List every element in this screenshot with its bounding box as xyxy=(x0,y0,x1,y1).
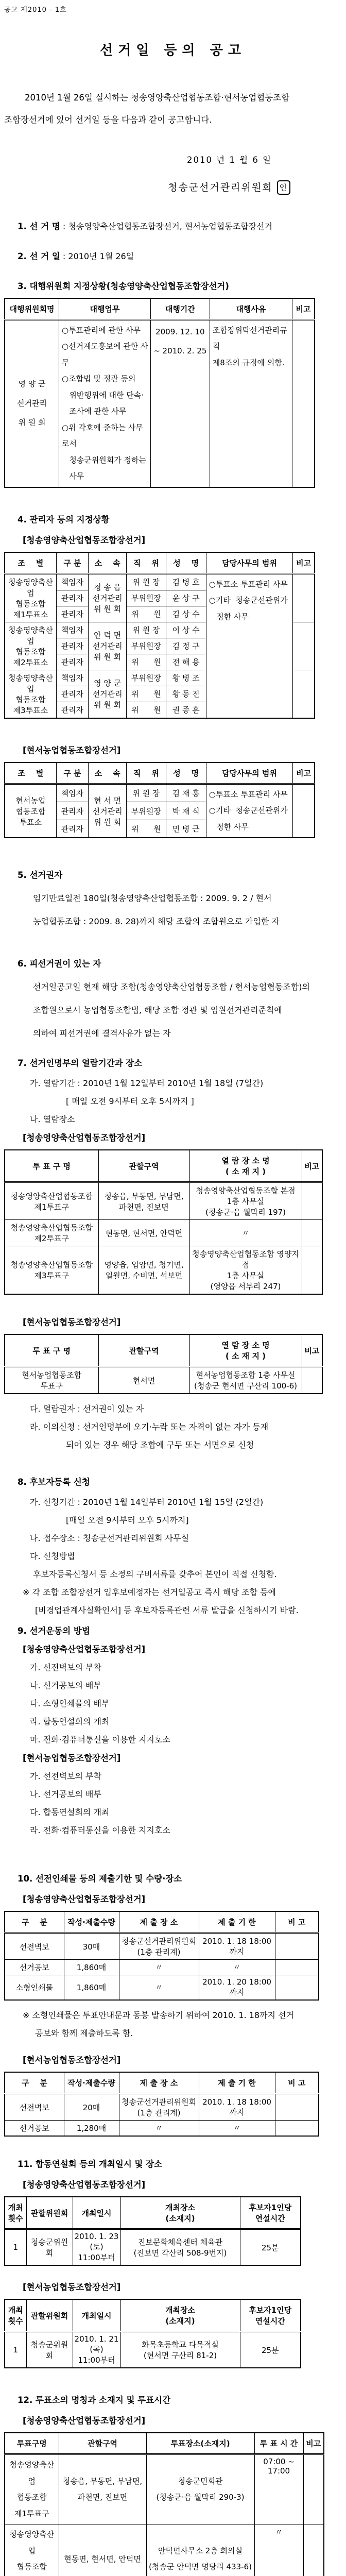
section-2-value: : 2010년 1월 26일 xyxy=(62,251,134,261)
table-header-row xyxy=(5,2197,301,2229)
position-cell: 위 원 xyxy=(127,654,166,670)
section-6-line-2: 조합원으로서 농업협동조합법, 해당 조합 정관 및 임원선거관리준칙에 xyxy=(33,1005,282,1015)
datetime-cell: 2010. 1. 21 (목) 11:00부터 xyxy=(73,2332,120,2368)
column-header: 조 별 xyxy=(5,762,56,784)
column-header: 투 표 구 명 xyxy=(5,1150,98,1182)
table-row xyxy=(5,573,315,590)
material-type-cell: 선거공보 xyxy=(5,1960,64,1975)
deadline-cell: 2010. 1. 18 18:00까지 xyxy=(199,1933,275,1960)
campaign-method-item: 다. 소형인쇄물의 배부 xyxy=(30,1699,110,1709)
section-8-item-ga: 가. 신청기간 : 2010년 1월 14일부터 2010년 1월 15일 (2일간) xyxy=(30,1497,264,1507)
section-9-sublabel-a: [청송영양축산업협동조합장선거] xyxy=(23,1645,146,1655)
jurisdiction-cell: 현서면 xyxy=(98,1367,189,1394)
duty-scope-cell: ○투표소 투표관리 사무 ○기타 청송군선관위가 정한 사무 xyxy=(206,573,293,718)
column-header: 개최 횟수 xyxy=(5,2299,26,2332)
table-row xyxy=(5,784,315,802)
column-header: 성 명 xyxy=(166,762,206,784)
duty-scope-cell: ○투표소 투표관리 사무 ○기타 청송군선관위가 정한 사무 xyxy=(206,784,293,838)
table-row xyxy=(5,1220,322,1246)
table-header-row xyxy=(5,2433,324,2454)
intro-line-2: 조합장선거에 있어 선거일 등을 다음과 같이 공고합니다. xyxy=(4,114,212,125)
column-header: 작성·제출수량 xyxy=(64,1911,119,1933)
column-header: 투 표 구 명 xyxy=(5,1334,98,1367)
column-header: 비고 xyxy=(302,1150,322,1182)
role-cell: 관리자 xyxy=(56,590,88,606)
quantity-cell: 20매 xyxy=(64,2094,119,2121)
position-cell: 위 원 xyxy=(127,702,166,718)
column-header: 비 고 xyxy=(275,2072,319,2094)
role-cell: 관리자 xyxy=(56,702,88,718)
column-header: 투표구명 xyxy=(5,2433,59,2454)
section-11-heading: 11. 합동연설회 등의 개최일시 및 장소 xyxy=(18,2159,163,2170)
name-cell: 김 정 구 xyxy=(166,638,206,654)
position-cell: 부위원장 xyxy=(127,670,166,686)
section-12-sublabel-a: [청송영양축산업협동조합장선거] xyxy=(23,2416,146,2426)
position-cell: 부위원장 xyxy=(127,590,166,606)
section-4-heading: 4. 관리자 등의 지정상황 xyxy=(18,514,110,524)
campaign-method-item: 마. 전화·컴퓨터통신을 이용한 지지호소 xyxy=(30,1735,170,1745)
column-header: 제 출 기 한 xyxy=(199,1911,275,1933)
section-5-heading: 5. 선거권자 xyxy=(18,870,63,880)
polling-unit-cell: 청송영양축산업 협동조합 제1투표소 xyxy=(5,573,56,622)
table-row xyxy=(5,2121,319,2137)
section-10-sublabel-a: [청송영양축산업협동조합장선거] xyxy=(23,1894,146,1905)
role-cell: 관리자 xyxy=(56,686,88,702)
column-header: 대행업무 xyxy=(59,298,151,320)
section-10-sublabel-b: [현서농업협동조합장선거] xyxy=(23,2055,121,2065)
column-header: 소 속 xyxy=(89,762,127,784)
role-cell: 책임자 xyxy=(56,670,88,686)
column-header: 투표장소(소재지) xyxy=(146,2433,254,2454)
section-10-note-2: 공보와 함께 제출하도록 함. xyxy=(35,2028,133,2039)
issuer-line xyxy=(168,180,290,195)
section-5-line-1: 임기만료일전 180일(청송영양축산업협동조합 : 2009. 9. 2 / 현서 xyxy=(33,893,272,904)
speech-time-cell: 25분 xyxy=(240,2229,301,2266)
roll-inspection-table-hyeonseo xyxy=(4,1334,323,1394)
section-7-item-ga2: [ 매일 오전 9시부터 오후 5시까지 ] xyxy=(66,1096,194,1107)
managers-table-chungsong xyxy=(4,552,315,719)
section-2-election-day xyxy=(4,249,342,262)
column-header: 직 위 xyxy=(127,762,166,784)
reason-cell: 조합장위탁선거관리규칙 제8조의 규정에 의함. xyxy=(210,319,292,487)
position-cell: 위 원 xyxy=(127,606,166,622)
remark-cell xyxy=(302,1246,322,1295)
polling-district-cell: 청송영양축산업 협동조합 xyxy=(5,2524,59,2576)
remark-cell xyxy=(303,2454,324,2524)
submission-place-cell: 〃 xyxy=(119,1975,199,2001)
remark-cell xyxy=(292,319,315,487)
section-8-item-da-body: 후보자등록신청서 등 소정의 구비서류를 갖추어 본인이 직접 신청함. xyxy=(33,1569,277,1580)
section-6-line-3: 의하여 피선거권에 결격사유가 없는 자 xyxy=(33,1028,171,1039)
polling-place-cell: 안덕면사무소 2층 회의실 (청송군 안덕면 명당리 433-6) xyxy=(146,2524,254,2576)
deadline-cell: 2010. 1. 20 18:00까지 xyxy=(199,1975,275,2001)
session-count-cell: 1 xyxy=(5,2229,26,2266)
column-header: 후보자1인당 연설시간 xyxy=(240,2197,301,2229)
table-header-row xyxy=(5,552,315,574)
jurisdiction-cell: 현동면, 현서면, 안덕면 xyxy=(59,2524,146,2576)
polling-place-cell: 청송군민회관 (청송군·읍 월막리 290-3) xyxy=(146,2454,254,2524)
committee-cell: 청송군위원회 xyxy=(26,2229,73,2266)
affiliation-cell: 영 양 군 선거관리 위 원 회 xyxy=(89,670,127,718)
name-cell: 김 병 호 xyxy=(166,573,206,590)
column-header: 담당사무의 범위 xyxy=(206,762,293,784)
section-7-item-ga: 가. 열람기간 : 2010년 1월 12일부터 2010년 1월 18일 (7일간) xyxy=(30,1078,264,1089)
role-cell: 관리자 xyxy=(56,654,88,670)
column-header: 소 속 xyxy=(89,552,127,574)
column-header: 구 분 xyxy=(5,2072,64,2094)
campaign-method-item: 나. 선거공보의 배부 xyxy=(30,1789,101,1800)
remark-cell xyxy=(275,1933,319,1960)
position-cell: 위 원 xyxy=(127,820,166,838)
section-8-heading: 8. 후보자등록 신청 xyxy=(18,1477,90,1487)
position-cell: 부위원장 xyxy=(127,638,166,654)
remark-cell xyxy=(303,2524,324,2576)
section-4-sublabel-a: [청송영양축산업협동조합장선거] xyxy=(23,535,146,545)
table-row xyxy=(5,1246,322,1295)
submission-place-cell: 청송군선거관리위원회 (1층 관리계) xyxy=(119,2094,199,2121)
official-seal: 인 xyxy=(277,180,291,195)
position-cell: 위 원 장 xyxy=(127,784,166,802)
remark-cell xyxy=(302,1182,322,1220)
column-header: 직 위 xyxy=(127,552,166,574)
table-header-row xyxy=(5,298,315,320)
affiliation-cell: 안 덕 면 선거관리 위 원 회 xyxy=(89,622,127,670)
column-header: 비고 xyxy=(293,552,315,574)
quantity-cell: 30매 xyxy=(64,1933,119,1960)
campaign-method-item: 라. 합동연설회의 개최 xyxy=(30,1717,110,1727)
remark-cell xyxy=(275,1960,319,1975)
role-cell: 책임자 xyxy=(56,784,88,802)
table-header-row xyxy=(5,1334,322,1367)
jurisdiction-cell: 영양읍, 입암면, 청기면, 일월면, 수비면, 석보면 xyxy=(98,1246,189,1295)
column-header: 비고 xyxy=(303,2433,324,2454)
issuer-name: 청송군선거관리위원회 xyxy=(168,181,273,193)
voting-hours-cell: 〃 xyxy=(254,2524,303,2576)
section-8-item-na: 나. 접수장소 : 청송군선거관리위원회 사무실 xyxy=(30,1533,189,1544)
name-cell: 황 병 조 xyxy=(166,670,206,686)
table-header-row xyxy=(5,2299,301,2332)
section-7-item-ra-2: 되어 있는 경우 해당 조합에 구두 또는 서면으로 신청 xyxy=(66,1440,254,1450)
name-cell: 김 재 홍 xyxy=(166,784,206,802)
remark-cell xyxy=(275,2121,319,2137)
column-header: 관할위원회 xyxy=(26,2197,73,2229)
position-cell: 부위원장 xyxy=(127,802,166,820)
column-header: 비고 xyxy=(302,1334,322,1367)
column-header: 구 분 xyxy=(56,762,88,784)
submission-place-cell: 〃 xyxy=(119,2121,199,2137)
column-header: 대행위원회명 xyxy=(5,298,59,320)
column-header: 비고 xyxy=(293,762,315,784)
joint-speech-table-hyeonseo xyxy=(4,2299,301,2368)
column-header: 구 분 xyxy=(56,552,88,574)
duties-cell: ○투표관리에 관한 사무 ○선거계도홍보에 관한 사무 ○조합법 및 정관 등의 위반행위에 대한 단속· 조사에 관한 사무 ○위 각호에 준하는 사무로서 청송군위원회가 정하는 사무 xyxy=(59,319,151,487)
table-row xyxy=(5,1975,319,2001)
material-type-cell: 선전벽보 xyxy=(5,2094,64,2121)
polling-district-cell: 청송영양축산업협동조합 제3투표구 xyxy=(5,1246,98,1295)
column-header: 제 출 기 한 xyxy=(199,2072,275,2094)
section-1-value: : 청송영양축산업협동조합장선거, 현서농업협동조합장선거 xyxy=(62,221,272,231)
column-header: 관할위원회 xyxy=(26,2299,73,2332)
polling-district-cell: 청송영양축산업협동조합 제2투표구 xyxy=(5,1220,98,1246)
deadline-cell: 2010. 1. 18 18:00까지 xyxy=(199,2094,275,2121)
section-3-heading: 3. 대행위원회 지정상황(청송영양축산업협동조합장선거) xyxy=(18,281,229,291)
section-10-heading: 10. 선전인쇄물 등의 제출기한 및 수량·장소 xyxy=(18,1874,182,1884)
remark-cell xyxy=(293,573,315,622)
column-header: 제 출 장 소 xyxy=(119,2072,199,2094)
section-8-note-2: [비경업관계사실확인서] 등 후보자등록관련 서류 발급을 신청하시기 바람. xyxy=(35,1605,299,1616)
table-header-row xyxy=(5,1911,319,1933)
intro-line-1: 2010년 1월 26일 실시하는 청송영양축산업협동조합·현서농업협동조합 xyxy=(25,93,290,103)
submission-place-cell: 청송군선거관리위원회 (1층 관리계) xyxy=(119,1933,199,1960)
jurisdiction-cell: 현동면, 현서면, 안덕면 xyxy=(98,1220,189,1246)
printed-materials-table-hyeonseo xyxy=(4,2072,319,2137)
section-1-label: 1. 선 거 명 xyxy=(18,221,60,231)
jurisdiction-cell: 청송읍, 부동면, 부남면, 파천면, 진보면 xyxy=(98,1182,189,1220)
column-header: 개최장소 (소재지) xyxy=(120,2299,240,2332)
quantity-cell: 1,280매 xyxy=(64,2121,119,2137)
announcement-date: 2010 년 1 월 6 일 xyxy=(187,155,272,165)
column-header: 열 람 장 소 명 ( 소 재 지 ) xyxy=(189,1334,302,1367)
section-8-note-1: ※ 각 조합 조합장선거 입후보예정자는 선거일공고 즉시 해당 조합 등에 xyxy=(23,1587,276,1598)
campaign-method-item: 라. 전화·컴퓨터통신을 이용한 지지호소 xyxy=(30,1825,170,1836)
name-cell: 윤 상 구 xyxy=(166,590,206,606)
remark-cell xyxy=(302,1367,322,1394)
polling-district-cell: 청송영양축산업협동조합 제1투표구 xyxy=(5,1182,98,1220)
inspection-place-cell: 청송영양축산업협동조합 본점 1층 사무실 (청송군·읍 월막리 197) xyxy=(189,1182,302,1220)
remark-cell xyxy=(293,784,315,838)
name-cell: 박 재 식 xyxy=(166,802,206,820)
remark-cell xyxy=(302,1220,322,1246)
section-7-heading: 7. 선거인명부의 열람기간과 장소 xyxy=(18,1058,143,1069)
column-header: 제 출 장 소 xyxy=(119,1911,199,1933)
quantity-cell: 1,860매 xyxy=(64,1960,119,1975)
name-cell: 이 상 수 xyxy=(166,622,206,638)
remark-cell xyxy=(275,2094,319,2121)
managers-table-hyeonseo xyxy=(4,762,315,839)
section-9-sublabel-b: [현서농업협동조합장선거] xyxy=(23,1753,121,1764)
remark-cell xyxy=(293,670,315,718)
section-8-item-ga2: [매일 오전 9시부터 오후 5시까지] xyxy=(66,1515,189,1526)
speech-time-cell: 25분 xyxy=(240,2332,301,2368)
name-cell: 민 병 근 xyxy=(166,820,206,838)
section-11-sublabel-a: [청송영양축산업협동조합장선거] xyxy=(23,2180,146,2190)
position-cell: 위 원 장 xyxy=(127,622,166,638)
campaign-method-item: 나. 선거공보의 배부 xyxy=(30,1681,101,1691)
position-cell: 위 원 xyxy=(127,686,166,702)
table-row xyxy=(5,2332,301,2368)
table-header-row xyxy=(5,2072,319,2094)
campaign-method-item: 다. 합동연설회의 개최 xyxy=(30,1807,110,1818)
inspection-place-cell: 현서농업협동조합 1층 사무실 (청송군 현서면 구산리 100-6) xyxy=(189,1367,302,1394)
section-10-note-1: ※ 소형인쇄물은 투표안내문과 동봉 발송하기 위하여 2010. 1. 18까지 선거 xyxy=(23,2010,295,2021)
polling-district-cell: 현서농업협동조합 투표구 xyxy=(5,1367,98,1394)
table-row xyxy=(5,2229,301,2266)
name-cell: 김 상 수 xyxy=(166,606,206,622)
deadline-cell: 〃 xyxy=(199,1960,275,1975)
deadline-cell: 〃 xyxy=(199,2121,275,2137)
section-6-line-1: 선거일공고일 현재 해당 조합(청송영양축산업협동조합 / 현서농업협동조합)의 xyxy=(33,982,310,992)
campaign-method-item: 가. 선전벽보의 부착 xyxy=(30,1663,101,1673)
column-header: 작성·제출수량 xyxy=(64,2072,119,2094)
committee-name-cell: 영 양 군 선거관리 위 원 회 xyxy=(5,319,59,487)
column-header: 개최일시 xyxy=(73,2197,120,2229)
venue-cell: 진보문화체육센터 체육관 (진보면 각산리 508-9번지) xyxy=(120,2229,240,2266)
polling-unit-cell: 청송영양축산업 협동조합 제3투표소 xyxy=(5,670,56,718)
column-header: 개최일시 xyxy=(73,2299,120,2332)
column-header: 개최 횟수 xyxy=(5,2197,26,2229)
role-cell: 관리자 xyxy=(56,820,88,838)
role-cell: 책임자 xyxy=(56,622,88,638)
section-7-item-ra-1: 라. 이의신청 : 선거인명부에 오기·누락 또는 자격이 없는 자가 등재 xyxy=(30,1422,269,1432)
section-11-sublabel-b: [현서농업협동조합장선거] xyxy=(23,2282,121,2293)
column-header: 비 고 xyxy=(275,1911,319,1933)
section-1-election-name xyxy=(4,219,342,232)
session-count-cell: 1 xyxy=(5,2332,26,2368)
section-8-item-da: 다. 신청방법 xyxy=(30,1551,75,1562)
material-type-cell: 선거공보 xyxy=(5,2121,64,2137)
section-7-item-na: 나. 열람장소 xyxy=(30,1114,75,1125)
remark-cell xyxy=(275,1975,319,2001)
material-type-cell: 선전벽보 xyxy=(5,1933,64,1960)
polling-unit-cell: 청송영양축산업 협동조합 제2투표소 xyxy=(5,622,56,670)
datetime-cell: 2010. 1. 23 (토) 11:00부터 xyxy=(73,2229,120,2266)
column-header: 비고 xyxy=(292,298,315,320)
table-row xyxy=(5,2524,324,2576)
section-9-heading: 9. 선거운동의 방법 xyxy=(18,1626,90,1636)
table-header-row xyxy=(5,1150,322,1182)
printed-materials-table-chungsong xyxy=(4,1911,319,2001)
table-row xyxy=(5,2454,324,2524)
submission-place-cell: 〃 xyxy=(119,1960,199,1975)
table-row xyxy=(5,1960,319,1975)
position-cell: 위 원 장 xyxy=(127,573,166,590)
role-cell: 책임자 xyxy=(56,573,88,590)
column-header: 관할구역 xyxy=(59,2433,146,2454)
column-header: 개최장소 (소재지) xyxy=(120,2197,240,2229)
section-7-sublabel-a: [청송영양축산업협동조합장선거] xyxy=(23,1133,146,1143)
joint-speech-table-chungsong xyxy=(4,2196,301,2266)
section-7-sublabel-b: [현서농업협동조합장선거] xyxy=(23,1317,121,1328)
notice-number: 공고 제2010 - 1호 xyxy=(4,6,67,14)
remark-cell xyxy=(293,622,315,670)
column-header: 조 별 xyxy=(5,552,56,574)
polling-unit-cell: 현서농업 협동조합 투표소 xyxy=(5,784,56,838)
jurisdiction-cell: 청송읍, 부동면, 부남면, 파천면, 진보면 xyxy=(59,2454,146,2524)
section-7-item-da: 다. 열람권자 : 선거권이 있는 자 xyxy=(30,1404,144,1414)
column-header: 대행기간 xyxy=(150,298,210,320)
section-12-heading: 12. 투표소의 명칭과 소재지 및 투표시간 xyxy=(18,2395,171,2405)
inspection-place-cell: 〃 xyxy=(189,1220,302,1246)
table-row xyxy=(5,2094,319,2121)
name-cell: 권 종 훈 xyxy=(166,702,206,718)
name-cell: 황 동 진 xyxy=(166,686,206,702)
column-header: 담당사무의 범위 xyxy=(206,552,293,574)
role-cell: 관리자 xyxy=(56,638,88,654)
quantity-cell: 1,860매 xyxy=(64,1975,119,2001)
section-5-line-2: 농업협동조합 : 2009. 8. 28)까지 해당 조합의 조합원으로 가입한 자 xyxy=(33,917,280,927)
campaign-method-item: 가. 선전벽보의 부착 xyxy=(30,1771,101,1782)
table-header-row xyxy=(5,762,315,784)
inspection-place-cell: 청송영양축산업협동조합 영양지점 1층 사무실 (영양읍 서부리 247) xyxy=(189,1246,302,1295)
table-row xyxy=(5,1182,322,1220)
role-cell: 관리자 xyxy=(56,606,88,622)
column-header: 열 람 장 소 명 ( 소 재 지 ) xyxy=(189,1150,302,1182)
affiliation-cell: 청 송 읍 선거관리 위 원 회 xyxy=(89,573,127,622)
section-6-heading: 6. 피선거권이 있는 자 xyxy=(18,959,101,969)
committee-cell: 청송군위원회 xyxy=(26,2332,73,2368)
column-header: 후보자1인당 연설시간 xyxy=(240,2299,301,2332)
column-header: 구 분 xyxy=(5,1911,64,1933)
table-row xyxy=(5,319,315,487)
polling-district-cell: 청송영양축산업 협동조합 제1투표구 xyxy=(5,2454,59,2524)
column-header: 투 표 시 간 xyxy=(254,2433,303,2454)
period-cell: 2009. 12. 10 ~ 2010. 2. 25 xyxy=(150,319,210,487)
voting-hours-cell: 07:00 ~ 17:00 xyxy=(254,2454,303,2524)
column-header: 성 명 xyxy=(166,552,206,574)
column-header: 관할구역 xyxy=(98,1334,189,1367)
agency-committee-table xyxy=(4,298,315,488)
column-header: 관할구역 xyxy=(98,1150,189,1182)
table-row xyxy=(5,1933,319,1960)
roll-inspection-table-chungsong xyxy=(4,1149,323,1295)
document-title: 선거일 등의 공고 xyxy=(100,43,246,58)
section-4-sublabel-b: [현서농업협동조합장선거] xyxy=(23,745,121,755)
table-row xyxy=(5,1367,322,1394)
polling-station-table-chungsong xyxy=(4,2432,324,2576)
affiliation-cell: 현 서 면 선거관리 위 원 회 xyxy=(89,784,127,838)
section-2-label: 2. 선 거 일 xyxy=(18,251,60,261)
column-header: 대행사유 xyxy=(210,298,292,320)
material-type-cell: 소형인쇄물 xyxy=(5,1975,64,2001)
intro-paragraph xyxy=(4,87,342,131)
venue-cell: 화목초등학교 다목적실 (현서면 구산리 81-2) xyxy=(120,2332,240,2368)
name-cell: 전 해 용 xyxy=(166,654,206,670)
role-cell: 관리자 xyxy=(56,802,88,820)
